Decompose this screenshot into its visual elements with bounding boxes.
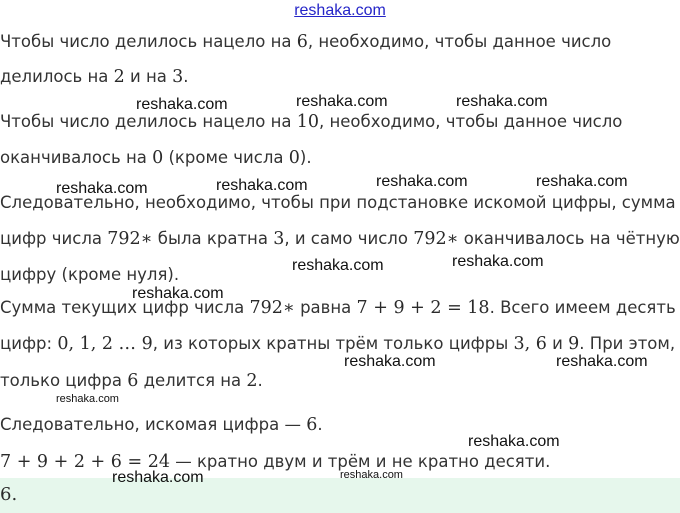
text-segment: ). xyxy=(299,148,312,167)
text-segment: Сумма текущих цифр числа xyxy=(0,298,250,317)
watermark: reshaka.com xyxy=(56,180,148,197)
watermark: reshaka.com xyxy=(452,253,544,270)
text-line xyxy=(0,413,323,437)
text-segment: , и само число xyxy=(284,229,414,248)
text-line xyxy=(0,227,680,251)
math-expression: 2 xyxy=(113,67,125,87)
text-segment: , необходимо, чтобы данное число xyxy=(307,32,612,51)
watermark: reshaka.com xyxy=(456,93,548,110)
answer-box xyxy=(0,478,680,513)
text-segment: оканчивалось на чётную xyxy=(458,229,680,248)
math-expression: 6 xyxy=(306,415,318,435)
math-expression: 6 xyxy=(127,371,139,391)
text-segment: , необходимо, чтобы данное число xyxy=(319,112,623,131)
watermark: reshaka.com xyxy=(292,257,384,274)
watermark: reshaka.com xyxy=(344,353,436,370)
text-segment: Следовательно, искомая цифра — xyxy=(0,415,307,434)
math-expression: 0 xyxy=(152,148,164,168)
watermark: reshaka.com xyxy=(556,353,648,370)
math-expression: 3, 6 xyxy=(513,334,547,354)
text-line xyxy=(0,30,611,54)
math-expression: 10 xyxy=(296,112,319,132)
text-segment: . xyxy=(183,67,189,86)
watermark: reshaka.com xyxy=(340,469,403,481)
text-segment: и xyxy=(546,334,569,353)
watermark: reshaka.com xyxy=(112,469,204,486)
math-expression: 792∗ xyxy=(249,298,295,318)
text-segment: была кратна xyxy=(152,229,274,248)
math-expression: 3 xyxy=(172,67,184,87)
text-segment: только цифра xyxy=(0,371,128,390)
text-segment: . При этом, xyxy=(579,334,676,353)
text-segment: . xyxy=(257,371,263,390)
text-line xyxy=(0,110,622,134)
answer-value: 6. xyxy=(0,484,18,505)
text-line xyxy=(0,146,312,170)
text-segment: оканчивалось на xyxy=(0,148,153,167)
math-expression: 792∗ xyxy=(107,229,153,249)
text-segment: делилось на xyxy=(0,67,114,86)
text-segment: . xyxy=(317,415,323,434)
text-segment: Следовательно, необходимо, чтобы при подстановке искомой цифры, сумма xyxy=(0,193,676,212)
watermark: reshaka.com xyxy=(136,96,228,113)
watermark: reshaka.com xyxy=(536,173,628,190)
text-segment: Чтобы число делилось нацело на xyxy=(0,112,297,131)
math-expression: 7 + 9 + 2 + 6 = 24 xyxy=(0,452,170,472)
math-expression: 7 + 9 + 2 = 18 xyxy=(356,298,490,318)
text-line xyxy=(0,65,189,89)
text-segment: цифр: xyxy=(0,334,58,353)
math-expression: 0, 1, 2 … 9 xyxy=(57,334,153,354)
math-expression: 3 xyxy=(273,229,285,249)
text-segment: цифр числа xyxy=(0,229,108,248)
text-segment: равна xyxy=(294,298,357,317)
watermark: reshaka.com xyxy=(296,93,388,110)
math-expression: 2 xyxy=(246,371,258,391)
text-segment: . Всего имеем десять xyxy=(489,298,676,317)
text-segment: делится на xyxy=(138,371,247,390)
watermark: reshaka.com xyxy=(132,285,224,302)
text-line xyxy=(0,263,179,287)
math-expression: 9 xyxy=(568,334,580,354)
watermark: reshaka.com xyxy=(216,177,308,194)
text-segment: цифру (кроме нуля). xyxy=(0,265,180,284)
header-site-link[interactable]: reshaka.com xyxy=(294,2,386,19)
text-line xyxy=(0,450,550,474)
text-segment: и на xyxy=(124,67,173,86)
watermark: reshaka.com xyxy=(468,433,560,450)
text-segment: , из которых кратны трём только цифры xyxy=(152,334,514,353)
text-line xyxy=(0,296,676,320)
watermark: reshaka.com xyxy=(56,393,119,405)
math-expression: 792∗ xyxy=(413,229,459,249)
math-expression: 0 xyxy=(288,148,300,168)
text-segment: — кратно двум и трём и не кратно десяти. xyxy=(169,452,551,471)
math-expression: 6 xyxy=(296,32,308,52)
text-segment: Чтобы число делилось нацело на xyxy=(0,32,297,51)
watermark: reshaka.com xyxy=(376,173,468,190)
text-segment: (кроме числа xyxy=(163,148,289,167)
text-line xyxy=(0,369,263,393)
